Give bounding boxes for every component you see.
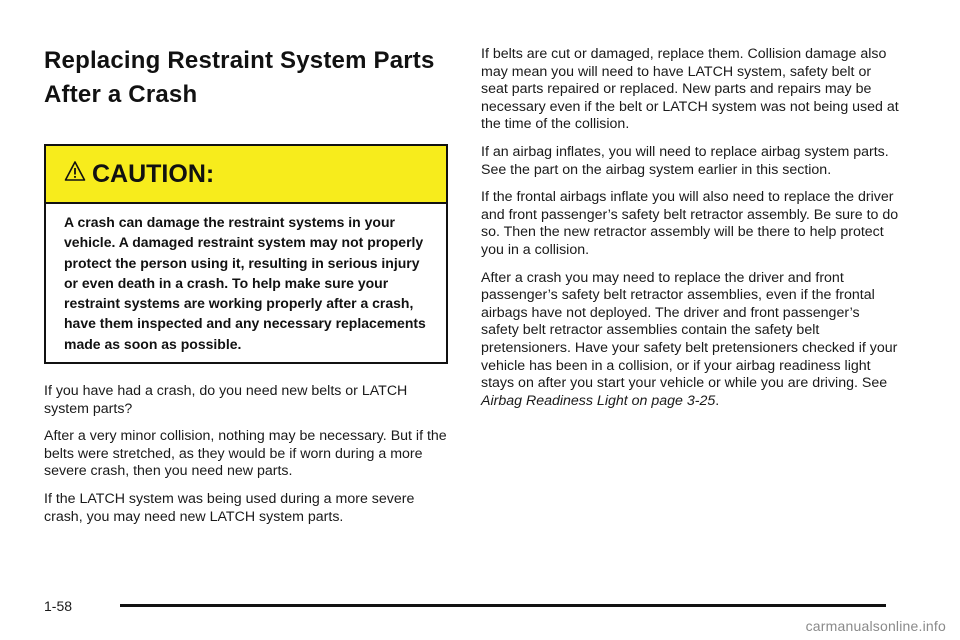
paragraph-with-reference [481, 270, 901, 411]
right-column [481, 46, 901, 420]
caution-text: A crash can damage the restraint systems in your vehicle. A damaged restraint system may not properly protect the person using it, resulting in serious injury or even death in a crash. To help make sure your restraint systems are working properly after a crash, have them inspected and any necessary replacements made as soon as possible. [64, 214, 426, 352]
paragraph: If you have had a crash, do you need new belts or LATCH system parts? [44, 383, 408, 417]
paragraph: If the LATCH system was being used during a more severe crash, you may need new LATCH system parts. [44, 491, 415, 525]
paragraph: If the frontal airbags inflate you will also need to replace the driver and front passenger’s safety belt retractor assembly. Be sure to do so. Then the new retractor assembly will be there to help protect you in a collision. [481, 189, 899, 258]
caution-box [44, 144, 448, 364]
footer-rule [120, 604, 886, 607]
paragraph: If an airbag inflates, you will need to replace airbag system parts. See the part on the airbag system earlier in this section. [481, 143, 889, 178]
section-title-line-1: Replacing Restraint System Parts [44, 47, 435, 74]
paragraph-text: After a crash you may need to replace the driver and front passenger’s safety belt retractor assemblies, even if the frontal airbags have not deployed. The driver and front passenger’s safety belt retractor assemblies contain the safety belt pretensioners. Have your safety belt pretensioners checked if your vehicle has been in a collision, or if your airbag readiness light stays on after you start your vehicle or while you are driving. See [481, 269, 898, 392]
paragraph-end: . [715, 392, 720, 409]
warning-triangle-icon [64, 160, 86, 182]
watermark: carmanualsonline.info [805, 618, 946, 634]
paragraph: If belts are cut or damaged, replace them. Collision damage also may mean you will need to have LATCH system, safety belt or seat parts repaired or replaced. New parts and repairs may be necessary even if the belt or LATCH system was not being used at the time of the collision. [481, 46, 899, 133]
airbag-readiness-light-reference[interactable]: Airbag Readiness Light on page 3-25 [481, 392, 716, 409]
left-column [44, 44, 448, 536]
page-number: 1-58 [44, 598, 73, 614]
section-title [44, 44, 448, 112]
section-title-line-2: After a Crash [44, 81, 198, 108]
caution-label: CAUTION: [92, 159, 215, 188]
paragraph: After a very minor collision, nothing may be necessary. But if the belts were stretched, as they would be if worn during a more severe crash, then you need new parts. [44, 428, 447, 480]
caution-header [46, 146, 446, 204]
